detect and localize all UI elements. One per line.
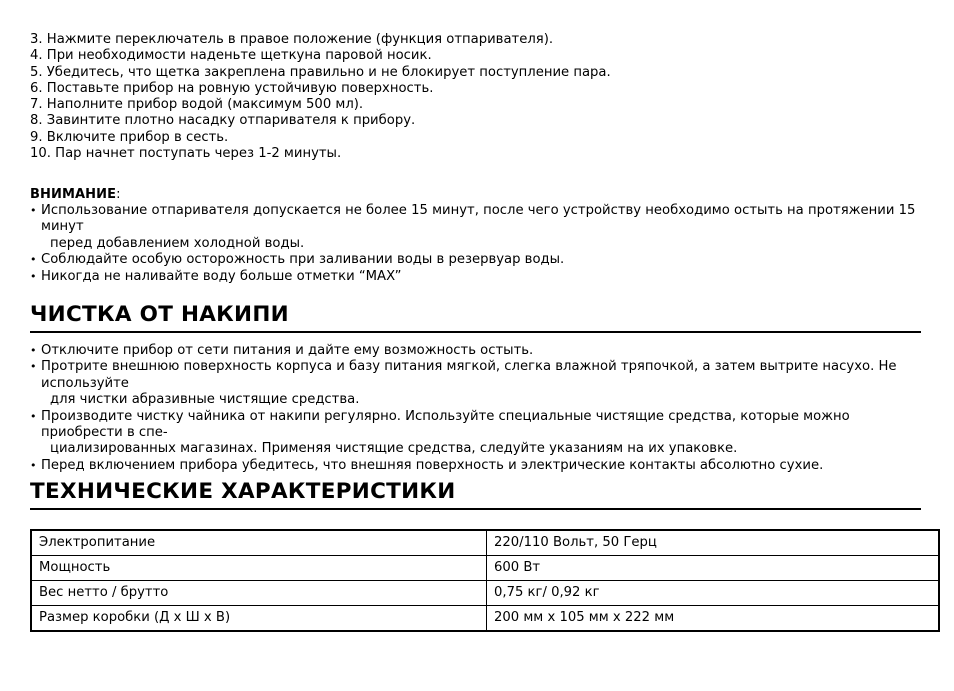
list-item: 4. При необходимости наденьте щеткуна паровой носик.: [30, 48, 432, 64]
bullet-line-primary: Отключите прибор от сети питания и дайте ему возможность остыть.: [41, 343, 534, 358]
spec-value: 200 мм х 105 мм х 222 мм: [487, 606, 940, 632]
instruction-steps-list: [30, 32, 930, 162]
table-row: [31, 606, 939, 632]
list-item: [30, 269, 936, 285]
list-item: 5. Убедитесь, что щетка закреплена правильно и не блокирует поступление пара.: [30, 64, 611, 80]
table-row: [31, 556, 939, 581]
spec-value: 220/110 Вольт, 50 Герц: [487, 530, 940, 556]
list-item: [30, 343, 921, 359]
list-item: [30, 409, 921, 458]
warning-title-text: ВНИМАНИЕ: [30, 187, 117, 202]
list-item: [30, 359, 921, 408]
spec-value: 600 Вт: [487, 556, 940, 581]
bullet-line-primary: Использование отпаривателя допускается не более 15 минут, после чего устройству необходимо остыть на протяжении 15 минут: [41, 203, 916, 235]
bullet-line-continued: циализированных магазинах. Применяя чистящие средства, следуйте указаниям на их упаковке.: [50, 441, 738, 457]
list-item: 9. Включите прибор в сесть.: [30, 129, 229, 145]
spec-value: 0,75 кг/ 0,92 кг: [487, 581, 940, 606]
bullet-line-primary: Протрите внешнюю поверхность корпуса и базу питания мягкой, слегка влажной тряпочкой, а затем вытрите насухо. Не используйте: [41, 359, 897, 391]
list-item: [30, 203, 936, 252]
bullet-line-continued: перед добавлением холодной воды.: [50, 235, 305, 251]
spec-label: Вес нетто / брутто: [31, 581, 487, 606]
spec-label: Электропитание: [31, 530, 487, 556]
section-descaling: [30, 303, 921, 474]
warning-title: [30, 186, 936, 203]
warning-block: [30, 186, 936, 285]
list-item: 3. Нажмите переключатель в правое положение (функция отпаривателя).: [30, 32, 554, 47]
section-heading: ЧИСТКА ОТ НАКИПИ: [30, 302, 289, 327]
bullet-line-primary: Соблюдайте особую осторожность при заливании воды в резервуар воды.: [41, 252, 565, 268]
section-heading: ТЕХНИЧЕСКИЕ ХАРАКТЕРИСТИКИ: [30, 479, 456, 504]
table-row: [31, 581, 939, 606]
spec-label: Мощность: [31, 556, 487, 581]
list-item: 7. Наполните прибор водой (максимум 500 мл).: [30, 97, 364, 113]
spec-label: Размер коробки (Д х Ш х В): [31, 606, 487, 632]
descaling-bullet-list: [30, 343, 921, 474]
warning-bullet-list: [30, 203, 936, 285]
bullet-line-primary: Перед включением прибора убедитесь, что внешняя поверхность и электрические контакты абсолютно сухие.: [41, 457, 824, 473]
section-divider: [30, 508, 921, 510]
table-row: [31, 530, 939, 556]
list-item: [30, 458, 921, 474]
list-item: 10. Пар начнет поступать через 1-2 минуты.: [30, 146, 342, 162]
list-item: [30, 252, 936, 268]
section-divider: [30, 331, 921, 333]
section-technical-specifications: [30, 480, 921, 632]
list-item: 6. Поставьте прибор на ровную устойчивую поверхность.: [30, 80, 434, 96]
specifications-table: [30, 529, 940, 632]
list-item: 8. Завинтите плотно насадку отпаривателя к прибору.: [30, 113, 416, 129]
bullet-line-continued: для чистки абразивные чистящие средства.: [50, 392, 360, 408]
bullet-line-primary: Производите чистку чайника от накипи регулярно. Используйте специальные чистящие средства, которые можно приобрести в спе-: [41, 408, 850, 441]
warning-title-colon: :: [116, 187, 121, 202]
bullet-line-primary: Никогда не наливайте воду больше отметки “MAX”: [41, 268, 402, 284]
